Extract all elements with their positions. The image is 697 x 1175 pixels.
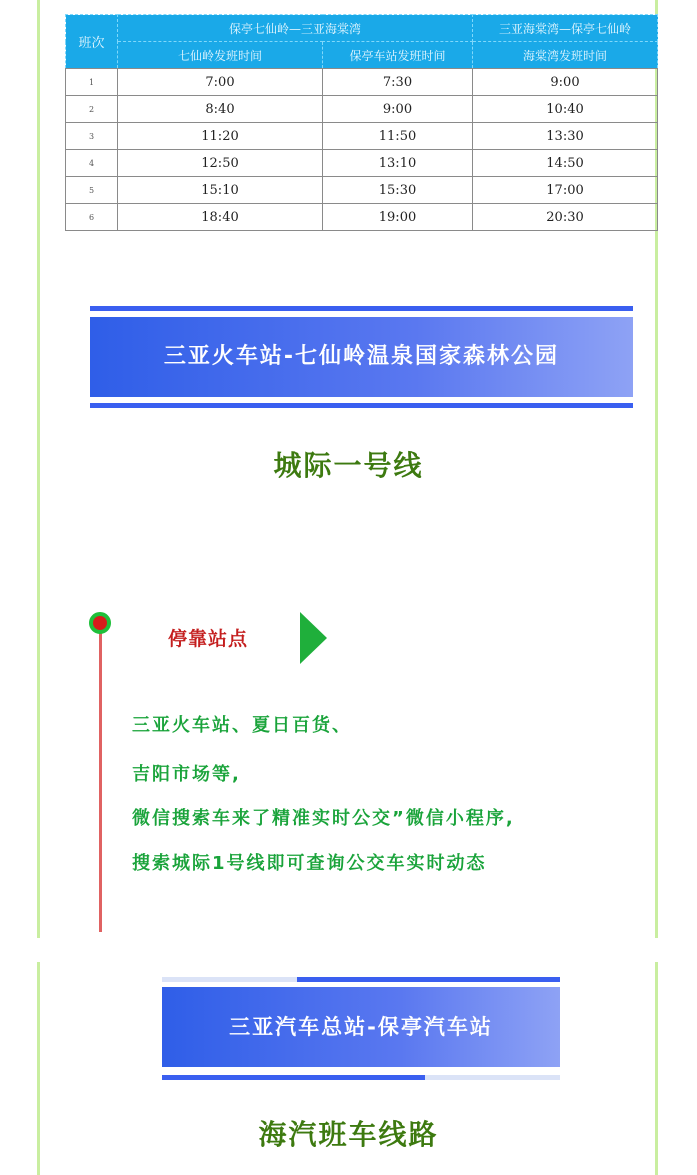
cell-time: 7:00 xyxy=(118,69,323,96)
cell-time: 8:40 xyxy=(118,96,323,123)
table-row xyxy=(66,177,658,204)
table-row xyxy=(66,204,658,231)
cell-time: 7:30 xyxy=(323,69,473,96)
cell-trip-number: 2 xyxy=(66,96,118,123)
cell-time: 20:30 xyxy=(473,204,658,231)
line-title-haiqi: 海汽班车线路 xyxy=(258,1118,439,1151)
stops-label: 停靠站点 xyxy=(168,628,249,650)
cell-time: 12:50 xyxy=(118,150,323,177)
header-route-a: 保亭七仙岭—三亚海棠湾 xyxy=(118,15,473,42)
cell-time: 10:40 xyxy=(473,96,658,123)
cell-time: 13:10 xyxy=(323,150,473,177)
stops-text-line-1: 三亚火车站、夏日百货、 xyxy=(132,715,352,736)
banner2-bottom-rule-light xyxy=(425,1075,560,1080)
banner-bottom-rule xyxy=(90,403,633,408)
cell-trip-number: 4 xyxy=(66,150,118,177)
table-row xyxy=(66,96,658,123)
cell-time: 9:00 xyxy=(323,96,473,123)
banner2-top-rule xyxy=(297,977,560,982)
cell-time: 17:00 xyxy=(473,177,658,204)
table-row xyxy=(66,69,658,96)
line-title-intercity-1: 城际一号线 xyxy=(273,449,424,482)
header-col-baoting: 保亭车站发班时间 xyxy=(323,42,473,69)
header-col-qixianling: 七仙岭发班时间 xyxy=(118,42,323,69)
timeline-dot-icon xyxy=(89,612,111,634)
stops-text-line-2: 吉阳市场等, xyxy=(132,764,241,785)
cell-time: 11:50 xyxy=(323,123,473,150)
cell-trip-number: 6 xyxy=(66,204,118,231)
header-trip-number: 班次 xyxy=(66,15,118,69)
cell-trip-number: 3 xyxy=(66,123,118,150)
cell-time: 14:50 xyxy=(473,150,658,177)
banner-top-rule xyxy=(90,306,633,311)
table-row xyxy=(66,150,658,177)
stops-text-line-3: 微信搜索车来了精准实时公交”微信小程序, xyxy=(132,808,515,829)
banner2-top-rule-light xyxy=(162,977,297,982)
cell-trip-number: 5 xyxy=(66,177,118,204)
header-route-b: 三亚海棠湾—保亭七仙岭 xyxy=(473,15,658,42)
cell-time: 13:30 xyxy=(473,123,658,150)
route-banner-sanya-qixianling: 三亚火车站-七仙岭温泉国家森林公园 xyxy=(90,317,633,397)
cell-time: 15:30 xyxy=(323,177,473,204)
route-banner-sanya-baoting: 三亚汽车总站-保亭汽车站 xyxy=(162,987,560,1067)
banner2-bottom-rule xyxy=(162,1075,425,1080)
cell-time: 18:40 xyxy=(118,204,323,231)
play-arrow-icon xyxy=(300,612,327,664)
cell-time: 11:20 xyxy=(118,123,323,150)
cell-time: 9:00 xyxy=(473,69,658,96)
table-row xyxy=(66,123,658,150)
timeline-line xyxy=(99,632,102,932)
cell-time: 15:10 xyxy=(118,177,323,204)
stops-text-line-4: 搜索城际1号线即可查询公交车实时动态 xyxy=(132,853,487,874)
cell-time: 19:00 xyxy=(323,204,473,231)
bus-schedule-table xyxy=(65,14,658,231)
header-col-haitangwan: 海棠湾发班时间 xyxy=(473,42,658,69)
cell-trip-number: 1 xyxy=(66,69,118,96)
